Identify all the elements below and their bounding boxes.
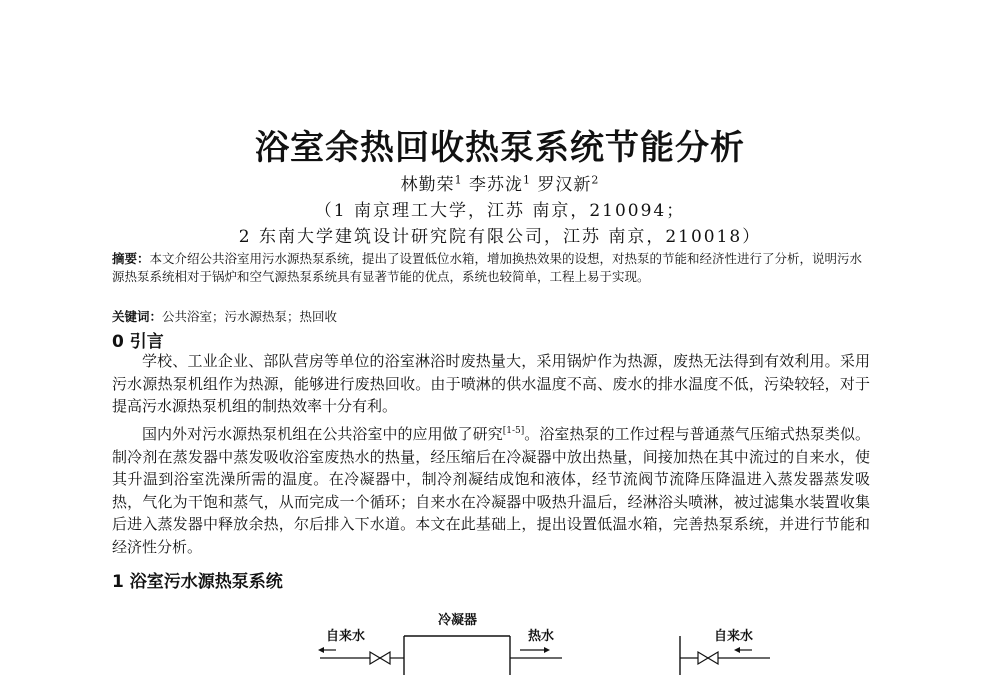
citation-ref: [1-5] — [502, 426, 525, 436]
body-paragraph-1: 学校、工业企业、部队营房等单位的浴室淋浴时废热量大，采用锅炉作为热源，废热无法得到有效利用。采用污水源热泵机组作为热源，能够进行废热回收。由于喷淋的供水温度不高、废水的排水温度不低，污染较轻，对于提高污水源热泵机组的制热效率十分有利。 — [112, 352, 870, 415]
flow-arrow-right-head-icon — [734, 647, 740, 653]
author-list — [0, 170, 1000, 195]
valve-right-icon — [698, 652, 708, 664]
paragraph-text: 国内外对污水源热泵机组在公共浴室中的应用做了研究 — [142, 425, 503, 443]
flow-arrow-left-head-icon — [318, 647, 324, 653]
author-affil-mark: 1 — [523, 173, 531, 187]
affiliation-1: （1 南京理工大学，江苏 南京，210094； — [314, 201, 686, 221]
abstract — [112, 250, 870, 286]
valve-right-icon — [708, 652, 718, 664]
section-heading-system: 1 浴室污水源热泵系统 — [112, 572, 283, 592]
author-name: 罗汉新 — [537, 175, 592, 195]
body-paragraph-2 — [112, 420, 870, 558]
label-condenser: 冷凝器 — [438, 613, 478, 628]
author-affil-mark: 2 — [591, 173, 600, 187]
keywords-label: 关键词： — [112, 309, 163, 324]
flow-arrow-hot-head-icon — [544, 647, 550, 653]
paragraph-text: 。浴室热泵的工作过程与普通蒸气压缩式热泵类似。制冷剂在蒸发器中蒸发吸收浴室废热水的热量，经压缩后在冷凝器中放出热量，间接加热在其中流过的自来水，使其升温到浴室洗澡所需的温度。在冷凝器中，制冷剂凝结成饱和液体，经节流阀节流降压降温进入蒸发器蒸发吸热，气化为干饱和蒸气，从而完成一个循环；自来水在冷凝器中吸热升温后，经淋浴头喷淋，被过滤集水装置收集后进入蒸发器中释放余热，尔后排入下水道。本文在此基础上，提出设置低温水箱，完善热泵系统，并进行节能和经济性分析。 — [112, 425, 870, 556]
affiliation-2: 2 东南大学建筑设计研究院有限公司，江苏 南京，210018） — [238, 227, 762, 247]
keywords-text: 公共浴室；污水源热泵；热回收 — [162, 309, 338, 324]
label-tap-water-left: 自来水 — [326, 629, 366, 644]
label-tap-water-right: 自来水 — [714, 629, 754, 644]
valve-left-icon — [370, 652, 380, 664]
author-name: 林勤荣 — [400, 175, 455, 195]
label-hot-water: 热水 — [528, 629, 555, 644]
section-heading-intro: 0 引言 — [112, 332, 164, 352]
valve-left-icon — [380, 652, 390, 664]
paper-title: 浴室余热回收热泵系统节能分析 — [255, 128, 745, 168]
keywords — [112, 307, 337, 325]
abstract-text: 本文介绍公共浴室用污水源热泵系统，提出了设置低位水箱，增加换热效果的设想，对热泵的节能和经济性进行了分析，说明污水源热泵系统相对于锅炉和空气源热泵系统具有显著节能的优点，系统也较简单，工程上易于实现。 — [112, 251, 863, 284]
author-name: 李苏泷 — [469, 175, 523, 195]
abstract-label: 摘要： — [112, 251, 150, 266]
author-affil-mark: 1 — [454, 173, 463, 187]
system-diagram — [300, 600, 780, 675]
